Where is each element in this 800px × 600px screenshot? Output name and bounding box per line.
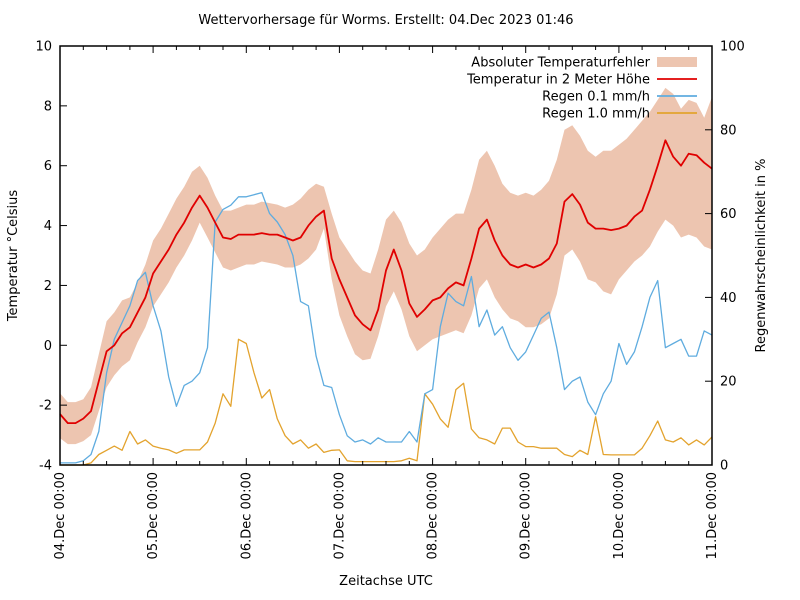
- y-left-tick-label: 6: [43, 159, 52, 175]
- y-right-tick-label: 100: [720, 39, 745, 55]
- chart-title: Wettervorhersage für Worms. Erstellt: 04.Dec 2023 01:46: [198, 13, 574, 28]
- y-left-tick-label: -2: [39, 398, 52, 414]
- x-tick-label: 10.Dec 00:00: [611, 472, 627, 560]
- x-tick-label: 04.Dec 00:00: [53, 472, 68, 560]
- x-tick-label: 06.Dec 00:00: [239, 472, 255, 560]
- legend-label: Regen 0.1 mm/h: [542, 89, 650, 105]
- y-right-tick-label: 80: [720, 123, 737, 139]
- x-tick-label: 11.Dec 00:00: [705, 472, 720, 560]
- y-right-tick-label: 60: [720, 207, 737, 223]
- y-left-tick-label: 4: [43, 219, 52, 235]
- y-right-tick-label: 20: [720, 374, 737, 390]
- x-tick-label: 08.Dec 00:00: [425, 472, 441, 560]
- y-right-axis-label: Regenwahrscheinlichkeit in %: [754, 158, 769, 353]
- x-tick-label: 07.Dec 00:00: [332, 472, 348, 560]
- y-left-axis-label: Temperatur °Celsius: [6, 189, 21, 322]
- x-axis-label: Zeitachse UTC: [339, 574, 433, 589]
- y-left-tick-label: 10: [35, 39, 52, 55]
- legend-label: Absoluter Temperaturfehler: [471, 55, 650, 71]
- y-left-tick-label: -4: [39, 458, 52, 474]
- rain-1mm-line: [60, 339, 712, 465]
- y-right-tick-label: 40: [720, 290, 737, 306]
- y-left-tick-label: 8: [43, 99, 52, 115]
- y-right-tick-label: 0: [720, 458, 729, 474]
- legend-label: Regen 1.0 mm/h: [542, 106, 650, 122]
- y-left-tick-label: 0: [43, 338, 52, 354]
- x-tick-label: 09.Dec 00:00: [518, 472, 534, 560]
- y-left-tick-label: 2: [43, 278, 52, 294]
- legend-label: Temperatur in 2 Meter Höhe: [467, 72, 650, 88]
- legend-band-swatch: [657, 57, 697, 67]
- x-tick-label: 05.Dec 00:00: [146, 472, 162, 560]
